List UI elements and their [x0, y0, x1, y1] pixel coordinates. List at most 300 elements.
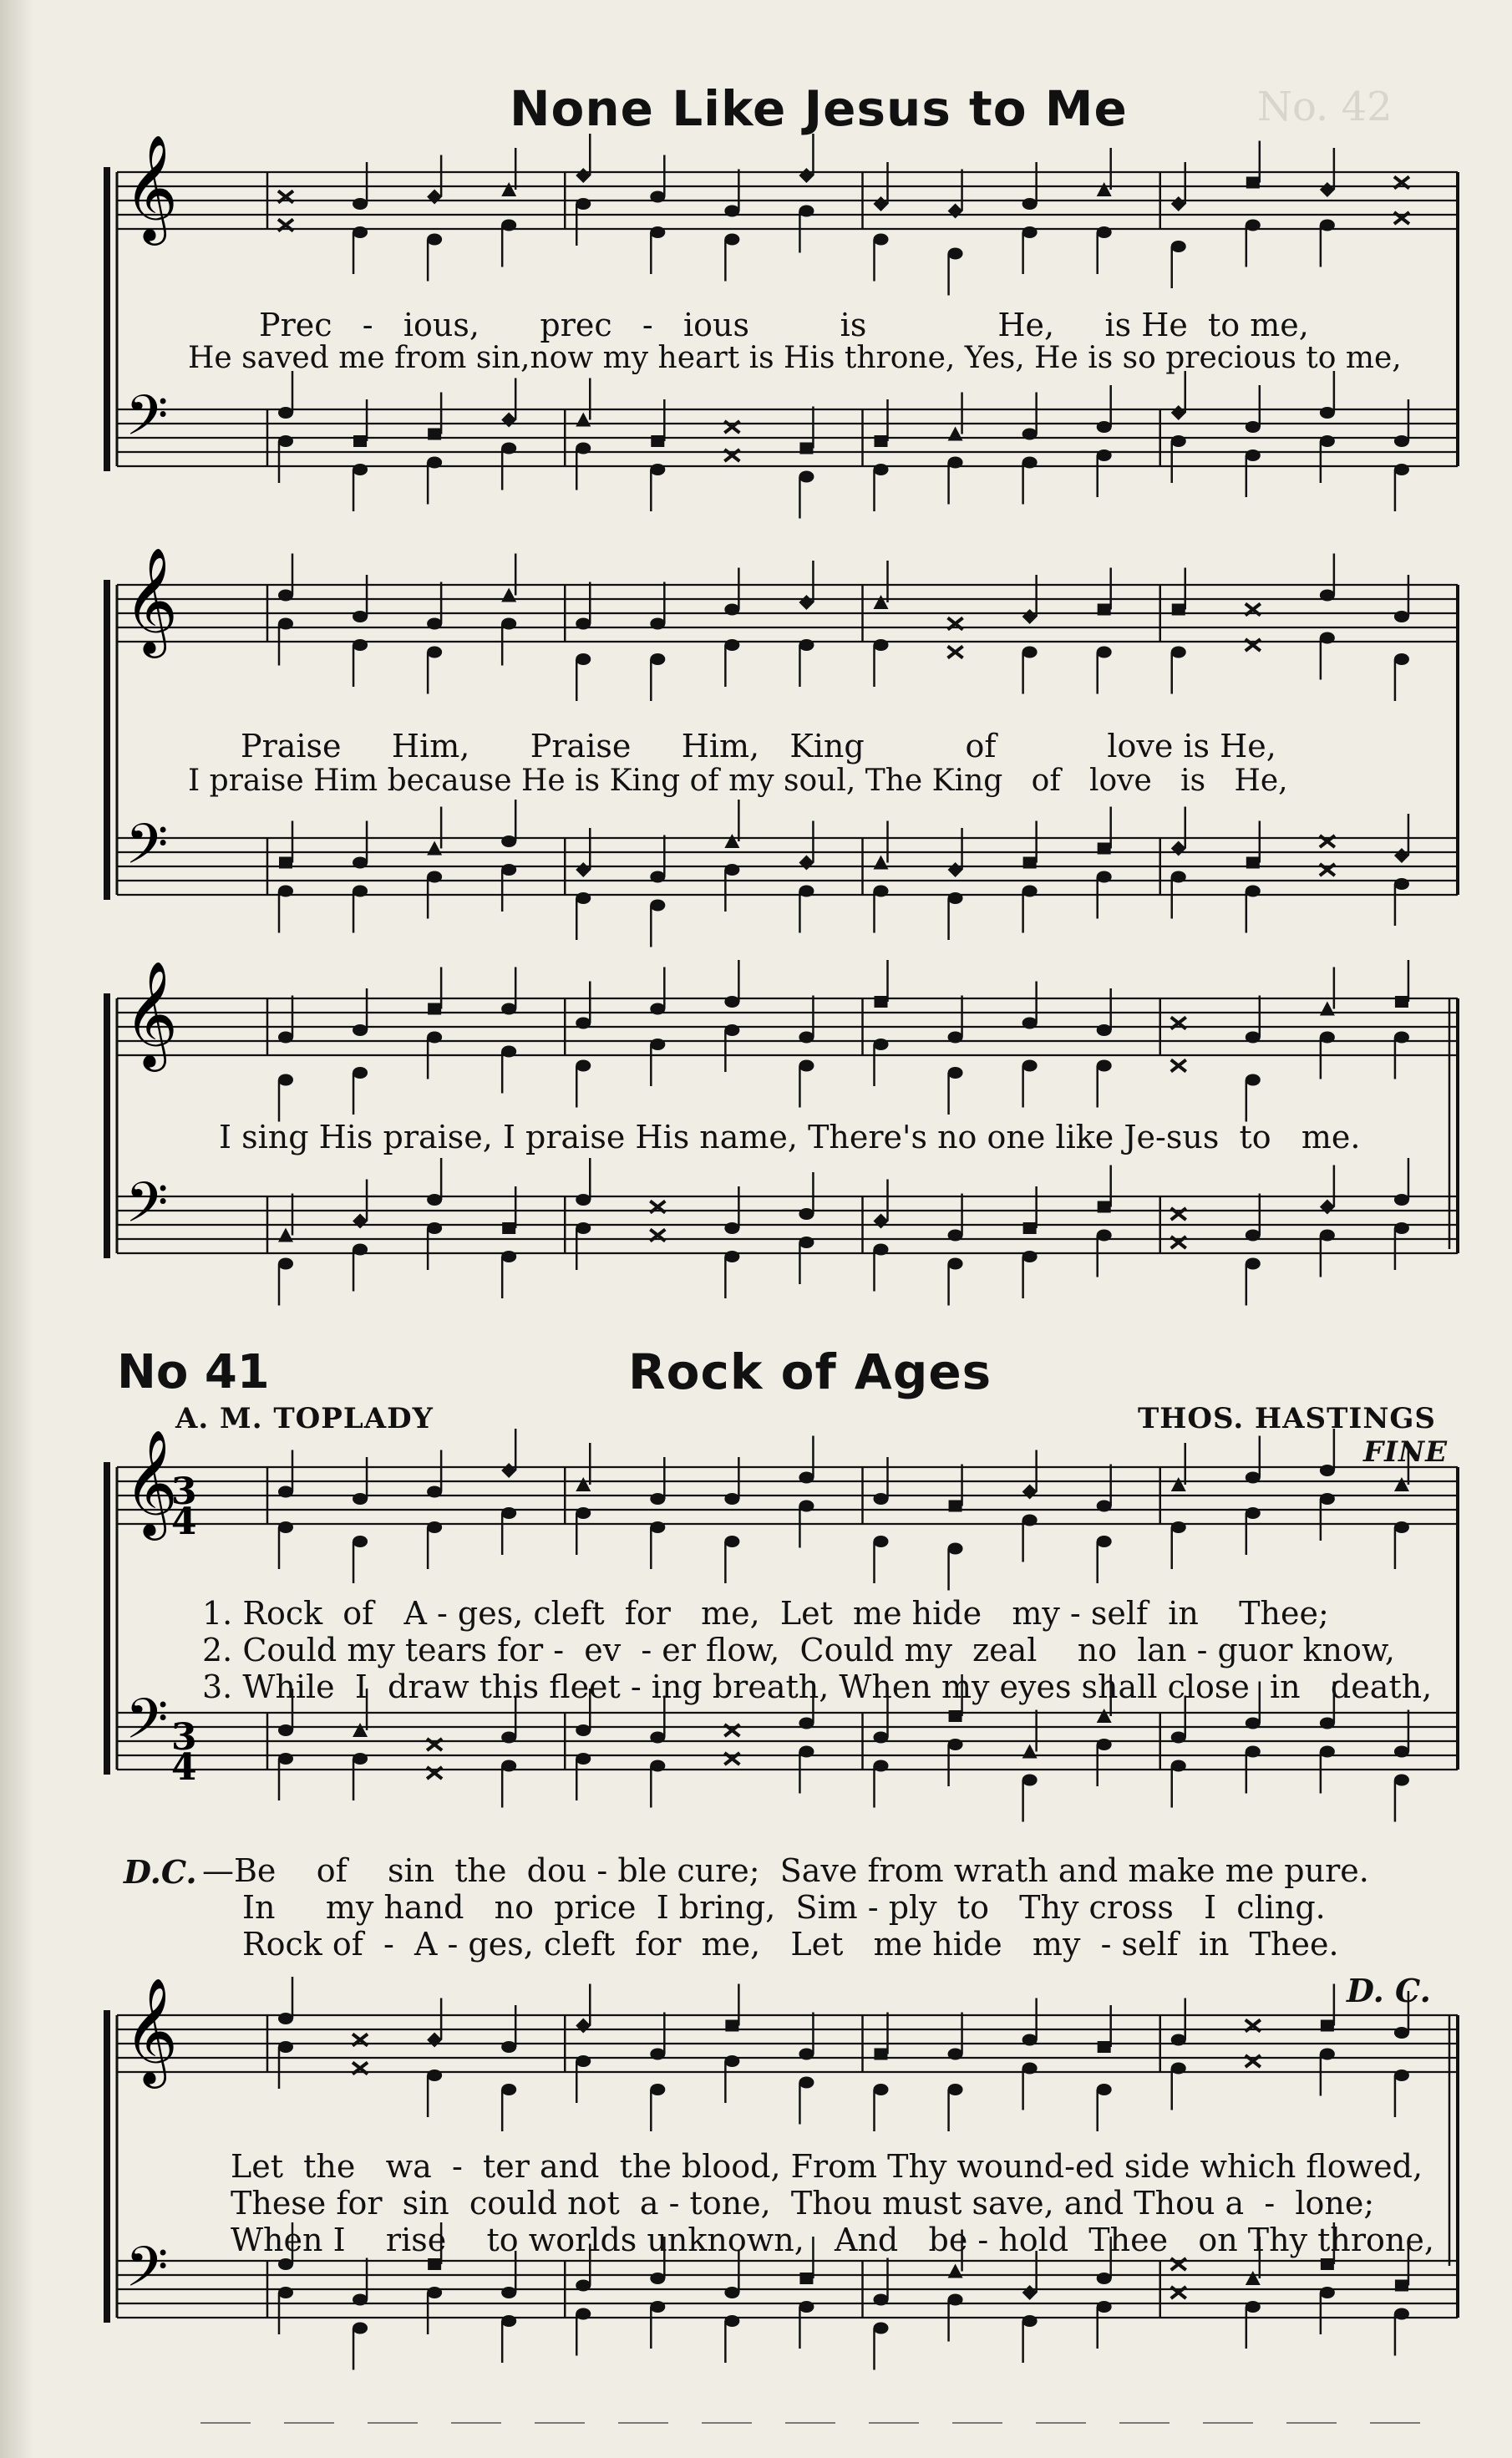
note-head [353, 2294, 368, 2306]
note-head [1395, 2280, 1408, 2292]
note-head [874, 1039, 889, 1050]
note-head [278, 2041, 293, 2053]
note-head [1022, 2285, 1038, 2300]
note-head [948, 2264, 963, 2278]
note-head [427, 1032, 442, 1044]
note-head [650, 464, 665, 475]
note-head [1320, 1493, 1335, 1505]
note-head [1321, 2258, 1334, 2270]
note-head [427, 647, 442, 658]
note-head [1394, 653, 1409, 665]
note-head [724, 639, 739, 651]
watermark-page-number: No. 42 [1257, 84, 1393, 130]
note-head [501, 413, 516, 428]
note-head [799, 206, 814, 217]
time-signature: 3 [171, 1716, 197, 1759]
note-head [874, 1493, 889, 1505]
note-head [650, 1732, 665, 1744]
note-head [1097, 1709, 1112, 1723]
note-head [427, 871, 442, 883]
note-head [650, 1760, 665, 1772]
note-head [948, 248, 963, 260]
note-head [724, 604, 739, 616]
note-head [427, 1486, 442, 1498]
note-head [576, 168, 591, 183]
hymn2-verse2-line: 2. Could my tears for - ev - er flow, Could my zeal no lan - guor know, [202, 1632, 1395, 1668]
note-head [1394, 2027, 1409, 2039]
rest-mark [1171, 1060, 1186, 1072]
note-head [427, 1222, 442, 1234]
note-head [1022, 886, 1038, 897]
note-head [874, 234, 889, 246]
note-head [353, 886, 368, 897]
note-head [1394, 1746, 1409, 1758]
note-head [501, 1463, 516, 1478]
note-head [1023, 1222, 1037, 1234]
hymn2-dc-line1: —Be of sin the dou - ble cure; Save from wrath and make me pure. [202, 1852, 1369, 1889]
note-head [1246, 1230, 1261, 1242]
note-head [650, 2049, 665, 2060]
lyricist-credit: A. M. TOPLADY [175, 1402, 434, 1435]
note-head [875, 2049, 888, 2060]
treble-clef: 𝄞 [124, 546, 179, 653]
note-head [501, 835, 516, 847]
note-head [1022, 198, 1038, 210]
note-head [799, 1472, 814, 1484]
note-head [576, 443, 591, 455]
note-head [724, 2287, 739, 2298]
note-head [874, 1760, 889, 1772]
time-signature: 3 [171, 1470, 197, 1513]
note-head [353, 2323, 368, 2334]
note-head [1022, 226, 1038, 238]
note-head [576, 653, 591, 665]
note-head [427, 618, 442, 630]
note-head [948, 862, 963, 877]
note-head [576, 1753, 591, 1765]
note-head [427, 2033, 442, 2048]
note-head [1394, 1194, 1409, 1206]
note-head [1097, 182, 1112, 196]
note-head [279, 857, 292, 869]
note-head [1022, 429, 1038, 440]
bass-clef: 𝄢 [125, 812, 169, 890]
note-head [724, 1024, 739, 1036]
note-head [1246, 886, 1261, 897]
note-head [1022, 1018, 1038, 1029]
note-head [501, 2084, 516, 2095]
note-head [651, 435, 664, 447]
note-head [427, 1194, 442, 1206]
note-head [799, 2049, 814, 2060]
note-head [1022, 1515, 1038, 1526]
note-head [1246, 857, 1260, 869]
note-head [1097, 1739, 1112, 1750]
note-head [353, 435, 367, 447]
note-head [1320, 1718, 1335, 1729]
note-head [278, 618, 293, 630]
note-head [1022, 1744, 1038, 1759]
note-head [1320, 632, 1335, 644]
note-head [501, 1003, 516, 1015]
note-head [1098, 604, 1111, 616]
note-head [1171, 196, 1186, 211]
note-head [576, 1060, 591, 1072]
note-head [576, 2280, 591, 2292]
note-head [353, 857, 368, 869]
note-head [1097, 1536, 1112, 1547]
note-head [353, 611, 368, 622]
note-head [576, 1477, 591, 1491]
note-head [875, 435, 888, 447]
hymn1-lyric-line2b: I praise Him because He is King of my soul, The King of love is He, [188, 764, 1288, 798]
note-head [353, 1024, 368, 1036]
note-head [799, 1060, 814, 1072]
note-head [1394, 1521, 1409, 1533]
time-signature: 4 [171, 1501, 197, 1543]
note-head [278, 407, 293, 419]
note-head [1098, 2041, 1111, 2053]
note-head [948, 892, 963, 904]
note-head [1097, 2084, 1112, 2095]
note-head [1246, 2301, 1261, 2313]
note-head [1022, 609, 1038, 624]
note-head [724, 234, 739, 246]
hymn2-number: No 41 [117, 1345, 270, 1399]
bass-clef: 𝄢 [125, 1687, 169, 1765]
hymn1-lyric-line1a: Prec - ious, prec - ious is He, is He to me, [259, 307, 1309, 343]
note-head [724, 1251, 739, 1262]
note-head [427, 457, 442, 469]
note-head [799, 1208, 814, 1220]
note-head [650, 618, 665, 630]
note-head [650, 1521, 665, 1533]
note-head [1171, 241, 1186, 252]
note-head [278, 1074, 293, 1086]
note-head [353, 1753, 368, 1765]
note-head [1097, 1024, 1112, 1036]
note-head [1246, 2271, 1261, 2285]
note-head [1171, 841, 1186, 856]
note-head [799, 471, 814, 483]
note-head [1097, 449, 1112, 461]
note-head [576, 413, 591, 427]
note-head [1097, 1060, 1112, 1072]
note-head [948, 1032, 963, 1044]
note-head [799, 2077, 814, 2089]
note-head [1171, 871, 1186, 883]
note-head [501, 1251, 516, 1262]
note-head [501, 864, 516, 876]
note-head [948, 2294, 963, 2306]
note-head [576, 1724, 591, 1736]
note-head [501, 2287, 516, 2298]
hymn1-lyric-line3: I sing His praise, I praise His name, There's no one like Je-sus to me. [219, 1119, 1361, 1155]
note-head [874, 2323, 889, 2334]
note-head [874, 856, 889, 870]
note-head [1246, 1472, 1261, 1484]
note-head [799, 886, 814, 897]
note-head [576, 618, 591, 630]
note-head [948, 1543, 963, 1555]
time-signature: 4 [171, 1746, 197, 1789]
note-head [1097, 421, 1112, 433]
hymn2-verse1-line2: Let the wa - ter and the blood, From Thy wound-ed side which flowed, [231, 2148, 1423, 2185]
note-head [724, 1222, 739, 1234]
note-head [799, 1718, 814, 1729]
note-head [427, 2287, 442, 2298]
note-head [1098, 843, 1111, 855]
note-head [1022, 1775, 1038, 1786]
note-head [799, 1032, 814, 1044]
note-head [949, 1710, 962, 1722]
note-head [650, 900, 665, 912]
note-head [1097, 1230, 1112, 1242]
note-head [576, 1018, 591, 1029]
note-head [353, 1723, 368, 1737]
note-head [501, 1732, 516, 1744]
note-head [1171, 2034, 1186, 2046]
note-head [427, 234, 442, 246]
note-head [1246, 1718, 1261, 1729]
note-head [874, 639, 889, 651]
note-head [874, 1214, 889, 1229]
note-head [1320, 1465, 1335, 1476]
note-head [1171, 1477, 1186, 1491]
note-head [278, 1486, 293, 1498]
note-head [948, 2049, 963, 2060]
note-head [1022, 1485, 1038, 1500]
note-head [799, 443, 813, 455]
note-head [278, 435, 293, 447]
note-head [650, 1003, 665, 1015]
note-head [576, 198, 591, 210]
note-head [1097, 2301, 1112, 2313]
note-head [1395, 996, 1408, 1008]
note-head [1320, 182, 1335, 197]
note-head [1171, 1760, 1186, 1772]
note-head [650, 2301, 665, 2313]
note-head [948, 1739, 963, 1750]
note-head [576, 2055, 591, 2067]
note-head [278, 2258, 293, 2270]
note-head [501, 588, 516, 602]
bass-clef: 𝄢 [125, 2235, 169, 2313]
note-head [1246, 1258, 1261, 1270]
note-head [949, 1501, 962, 1512]
note-head [799, 2301, 814, 2313]
note-head [650, 653, 665, 665]
note-head [1394, 435, 1409, 447]
note-head [874, 464, 889, 475]
note-head [724, 2055, 739, 2067]
note-head [1394, 878, 1409, 890]
note-head [1320, 590, 1335, 602]
treble-clef: 𝄞 [124, 960, 179, 1067]
note-head [1022, 2315, 1038, 2327]
note-head [1171, 647, 1186, 658]
note-head [1394, 2308, 1409, 2320]
note-head [874, 1732, 889, 1744]
note-head [1394, 2069, 1409, 2081]
note-head [1320, 1746, 1335, 1758]
note-head [874, 2084, 889, 2095]
note-head [725, 2020, 738, 2032]
note-head [1320, 1002, 1335, 1016]
note-head [1022, 647, 1038, 658]
note-head [1394, 611, 1409, 622]
note-head [948, 427, 963, 441]
note-head [1246, 1746, 1261, 1758]
note-head [501, 1046, 516, 1058]
note-head [278, 1228, 293, 1242]
note-head [353, 198, 368, 210]
note-head [650, 2084, 665, 2095]
note-head [874, 1536, 889, 1547]
note-head [650, 226, 665, 238]
note-head [278, 886, 293, 897]
note-head [1394, 848, 1409, 863]
note-head [724, 1493, 739, 1505]
note-head [1022, 1251, 1038, 1262]
note-head [948, 204, 963, 219]
note-head [501, 2315, 516, 2327]
note-head [502, 1222, 515, 1234]
note-head [1171, 1521, 1186, 1533]
note-head [576, 1194, 591, 1206]
note-head [501, 618, 516, 630]
hymn2-dc-line2: In my hand no price I bring, Sim - ply to Thy cross I cling. [242, 1889, 1326, 1926]
note-head [948, 457, 963, 469]
note-head [948, 1230, 963, 1242]
treble-clef: 𝄞 [124, 134, 179, 241]
note-head [874, 1244, 889, 1256]
note-head [353, 639, 368, 651]
note-head [799, 168, 814, 183]
note-head [1171, 405, 1186, 420]
note-head [1320, 1032, 1335, 1044]
note-head [1098, 1201, 1111, 1213]
note-head [501, 1760, 516, 1772]
note-head [1022, 2063, 1038, 2075]
note-head [1171, 1732, 1186, 1744]
note-head [1172, 604, 1185, 616]
note-head [278, 1521, 293, 1533]
note-head [874, 2294, 889, 2306]
dc-marking: D. C. [1347, 1972, 1431, 2009]
note-head [1320, 2287, 1335, 2298]
note-head [948, 1067, 963, 1079]
note-head [576, 1507, 591, 1519]
note-head [427, 2069, 442, 2081]
note-head [1321, 2020, 1334, 2032]
note-head [724, 206, 739, 217]
note-head [948, 1258, 963, 1270]
note-head [576, 862, 591, 877]
note-head [353, 464, 368, 475]
note-head [1246, 1074, 1261, 1086]
note-head [428, 2258, 441, 2270]
note-head [650, 1039, 665, 1050]
note-head [724, 1536, 739, 1547]
note-head [1246, 177, 1260, 189]
note-head [428, 429, 441, 440]
note-head [278, 1724, 293, 1736]
rest-mark [948, 647, 963, 658]
note-head [353, 1493, 368, 1505]
hymn2-verse2-line2: These for sin could not a - tone, Thou must save, and Thou a - lone; [231, 2185, 1375, 2222]
note-head [428, 1003, 441, 1015]
hymn2-verse3-line: 3. While I draw this fleet - ing breath, When my eyes shall close in death, [202, 1668, 1433, 1705]
dc-label: D.C. [124, 1853, 197, 1891]
note-head [427, 190, 442, 205]
note-head [576, 2019, 591, 2034]
note-head [353, 1214, 368, 1229]
note-head [427, 841, 442, 856]
note-head [874, 886, 889, 897]
note-head [799, 595, 814, 610]
treble-clef: 𝄞 [124, 1429, 179, 1536]
note-head [1246, 220, 1261, 231]
note-head [501, 2041, 516, 2053]
note-head [1394, 1032, 1409, 1044]
note-head [799, 639, 814, 651]
note-head [874, 196, 889, 211]
note-head [1022, 1060, 1038, 1072]
note-head [1097, 647, 1112, 658]
note-head [874, 595, 889, 609]
note-head [501, 182, 516, 196]
note-head [1320, 220, 1335, 231]
note-head [1246, 1032, 1261, 1044]
hymn2-title: Rock of Ages [628, 1343, 992, 1400]
note-head [1022, 457, 1038, 469]
bass-clef: 𝄢 [125, 383, 169, 461]
note-head [1097, 2273, 1112, 2284]
note-head [1171, 435, 1186, 447]
note-head [353, 1244, 368, 1256]
note-head [1394, 1477, 1409, 1491]
note-head [1246, 1507, 1261, 1519]
note-head [799, 1501, 814, 1512]
hymn2-dc-line3: Rock of - A - ges, cleft for me, Let me hide my - self in Thee. [242, 1926, 1339, 1963]
note-head [353, 1067, 368, 1079]
note-head [1320, 2049, 1335, 2060]
hymn2-verse1-line: 1. Rock of A - ges, cleft for me, Let me hide my - self in Thee; [202, 1595, 1329, 1632]
note-head [278, 1032, 293, 1044]
note-head [799, 1746, 814, 1758]
note-head [501, 443, 516, 455]
note-head [1171, 2063, 1186, 2075]
note-head [799, 2273, 813, 2284]
note-head [948, 2084, 963, 2095]
note-head [501, 1507, 516, 1519]
note-head [1022, 2034, 1038, 2046]
note-head [1320, 435, 1335, 447]
note-head [576, 2308, 591, 2320]
note-head [724, 2315, 739, 2327]
note-head [576, 892, 591, 904]
note-head [1320, 1230, 1335, 1242]
note-head [1097, 226, 1112, 238]
note-head [875, 996, 888, 1008]
note-head [1394, 1775, 1409, 1786]
note-head [650, 2273, 665, 2284]
hymn1-lyric-line2a: Praise Him, Praise Him, King of love is He, [241, 728, 1276, 764]
note-head [278, 2013, 293, 2024]
note-head [1246, 449, 1261, 461]
note-head [650, 1493, 665, 1505]
